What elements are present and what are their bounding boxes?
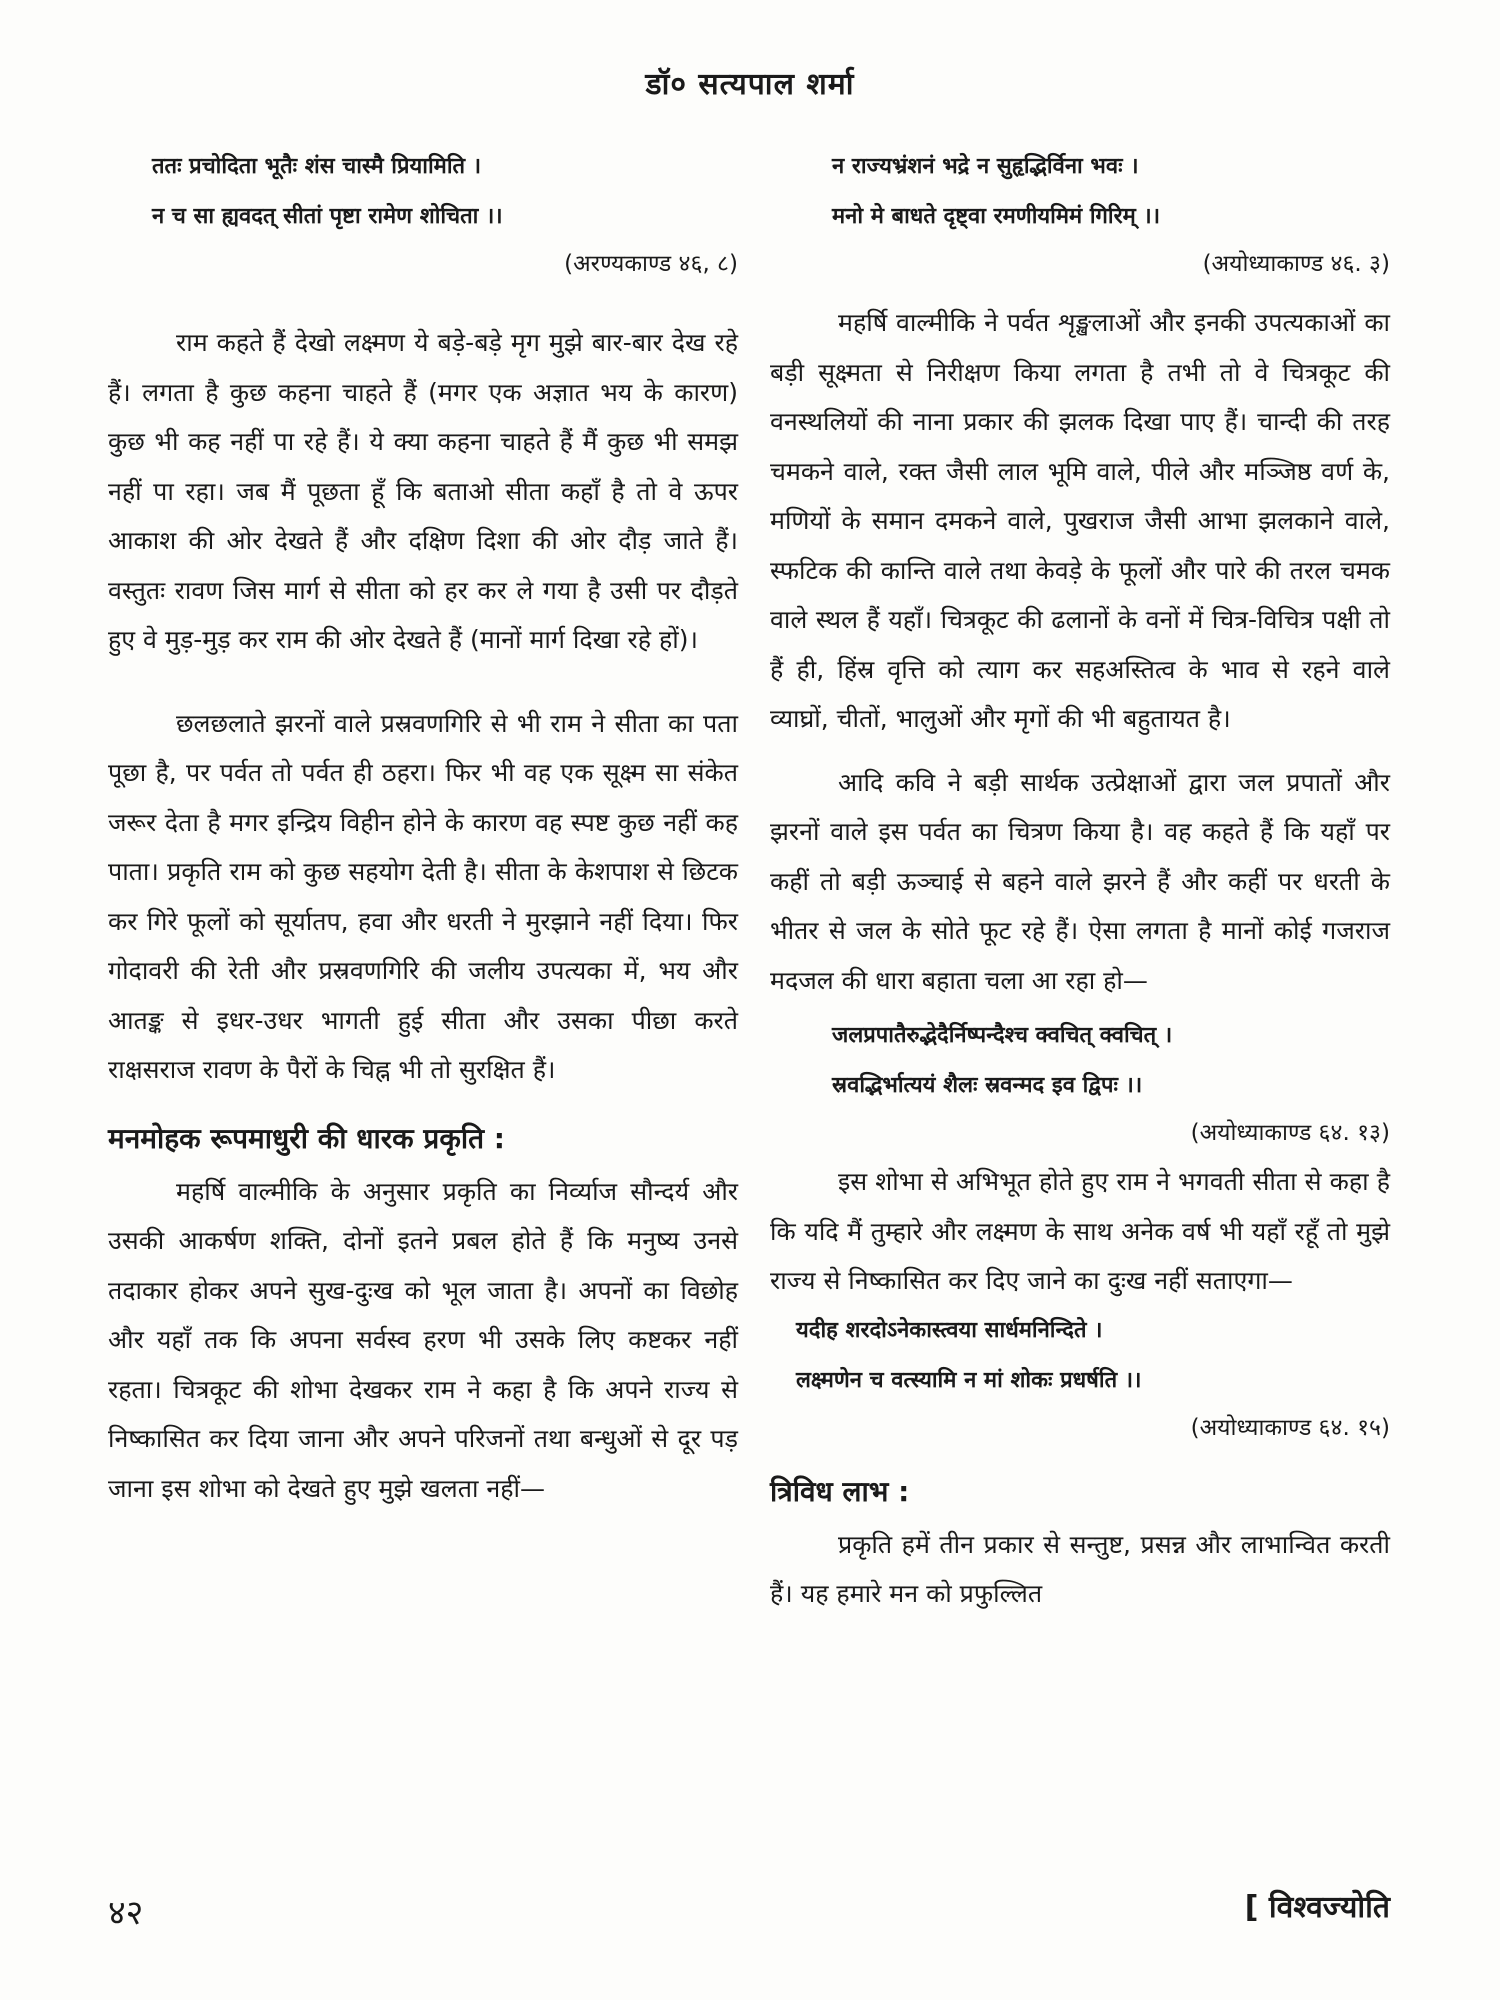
sanskrit-verse	[108, 142, 738, 242]
page-header-author: डॉ० सत्यपाल शर्मा	[645, 67, 855, 102]
page-number: ४२	[108, 1893, 144, 1933]
body-paragraph: आदि कवि ने बड़ी सार्थक उत्प्रेक्षाओं द्वारा जल प्रपातों और झरनों वाले इस पर्वत का चित्रण किया है। वह कहते हैं कि यहाँ पर कहीं तो बड़ी ऊञ्चाई से बहने वाले झरने हैं और कहीं पर धरती के भीतर से जल के सोते फूट रहे हैं। ऐसा लगता है मानों कोई गजराज मदजल की धारा बहाता चला आ रहा हो—	[770, 767, 1390, 995]
section-heading: त्रिविध लाभ :	[770, 1474, 910, 1508]
sanskrit-verse	[770, 142, 1390, 242]
verse-line: यदीह शरदोऽनेकास्त्वया सार्धमनिन्दिते ।	[796, 1317, 1103, 1343]
journal-name: [ विश्वज्योति	[1244, 1890, 1390, 1925]
sanskrit-verse	[770, 1011, 1390, 1111]
verse-line: लक्ष्मणेन च वत्स्यामि न मां शोकः प्रधर्षति ।।	[796, 1367, 1142, 1393]
verse-reference: (अयोध्याकाण्ड ६४. १५)	[1190, 1414, 1390, 1441]
verse-reference: (अयोध्याकाण्ड ४६. ३)	[1202, 251, 1390, 277]
left-column	[108, 142, 738, 1513]
verse-line: स्रवद्भिर्भात्ययं शैलः स्रवन्मद इव द्विपः ।।	[832, 1073, 1143, 1098]
section-heading: मनमोहक रूपमाधुरी की धारक प्रकृति :	[108, 1121, 506, 1155]
verse-reference: (अरण्यकाण्ड ४६, ८)	[564, 251, 738, 277]
sanskrit-verse	[770, 1306, 1390, 1406]
verse-line: मनो मे बाधते दृष्ट्वा रमणीयमिमं गिरिम् ।।	[832, 204, 1161, 229]
verse-reference: (अयोध्याकाण्ड ६४. १३)	[1190, 1120, 1390, 1146]
verse-line: ततः प्रचोदिता भूतैः शंस चास्मै प्रियामिति ।	[152, 154, 482, 179]
verse-line: न च सा ह्यवदत् सीतां पृष्टा रामेण शोचिता ।।	[152, 204, 503, 229]
body-paragraph: महर्षि वाल्मीकि के अनुसार प्रकृति का निर्व्याज सौन्दर्य और उसकी आकर्षण शक्ति, दोनों इतने प्रबल होते हैं कि मनुष्य उनसे तदाकार होकर अपने सुख-दुःख को भूल जाता है। अपनों का विछोह और यहाँ तक कि अपना सर्वस्व हरण भी उसके लिए कष्टकर नहीं रहता। चित्रकूट की शोभा देखकर राम ने कहा है कि अपने राज्य से निष्कासित कर दिया जाना और अपने परिजनों तथा बन्धुओं से दूर पड़ जाना इस शोभा को देखते हुए मुझे खलता नहीं—	[108, 1176, 738, 1503]
body-paragraph: राम कहते हैं देखो लक्ष्मण ये बड़े-बड़े मृग मुझे बार-बार देख रहे हैं। लगता है कुछ कहना चाहते हैं (मगर एक अज्ञात भय के कारण) कुछ भी कह नहीं पा रहे हैं। ये क्या कहना चाहते हैं मैं कुछ भी समझ नहीं पा रहा। जब मैं पूछता हूँ कि बताओ सीता कहाँ है तो वे ऊपर आकाश की ओर देखते हैं और दक्षिण दिशा की ओर दौड़ जाते हैं। वस्तुतः रावण जिस मार्ग से सीता को हर कर ले गया है उसी पर दौड़ते हुए वे मुड़-मुड़ कर राम की ओर देखते हैं (मानों मार्ग दिखा रहे हों)।	[108, 328, 738, 654]
verse-line: न राज्यभ्रंशनं भद्रे न सुहृद्भिर्विना भवः ।	[832, 154, 1139, 179]
right-column	[770, 142, 1390, 1619]
body-paragraph: इस शोभा से अभिभूत होते हुए राम ने भगवती सीता से कहा है कि यदि मैं तुम्हारे और लक्ष्मण के साथ अनेक वर्ष भी यहाँ रहूँ तो मुझे राज्य से निष्कासित कर दिए जाने का दुःख नहीं सताएगा—	[770, 1167, 1390, 1295]
body-paragraph: प्रकृति हमें तीन प्रकार से सन्तुष्ट, प्रसन्न और लाभान्वित करती हैं। यह हमारे मन को प्रफुल्लित	[770, 1529, 1390, 1608]
body-paragraph: छलछलाते झरनों वाले प्रस्रवणगिरि से भी राम ने सीता का पता पूछा है, पर पर्वत तो पर्वत ही ठहरा। फिर भी वह एक सूक्ष्म सा संकेत जरूर देता है मगर इन्द्रिय विहीन होने के कारण वह स्पष्ट कुछ नहीं कह पाता। प्रकृति राम को कुछ सहयोग देती है। सीता के केशपाश से छिटक कर गिरे फूलों को सूर्यातप, हवा और धरती ने मुरझाने नहीं दिया। फिर गोदावरी की रेती और प्रस्रवणगिरि की जलीय उपत्यका में, भय और आतङ्क से इधर-उधर भागती हुई सीता और उसका पीछा करते राक्षसराज रावण के पैरों के चिह्न भी तो सुरक्षित हैं।	[108, 708, 738, 1084]
verse-line: जलप्रपातैरुद्भेदैर्निष्पन्दैश्च क्वचित् क्वचित् ।	[832, 1023, 1173, 1048]
body-paragraph: महर्षि वाल्मीकि ने पर्वत शृङ्खलाओं और इनकी उपत्यकाओं का बड़ी सूक्ष्मता से निरीक्षण किया लगता है तभी तो वे चित्रकूट की वनस्थलियों की नाना प्रकार की झलक दिखा पाए हैं। चान्दी की तरह चमकने वाले, रक्त जैसी लाल भूमि वाले, पीले और मञ्जिष्ठ वर्ण के, मणियों के समान दमकने वाले, पुखराज जैसी आभा झलकाने वाले, स्फटिक की कान्ति वाले तथा केवड़े के फूलों और पारे की तरल चमक वाले स्थल हैं यहाँ। चित्रकूट की ढलानों के वनों में चित्र-विचित्र पक्षी तो हैं ही, हिंस्र वृत्ति को त्याग कर सहअस्तित्व के भाव से रहने वाले व्याघ्रों, चीतों, भालुओं और मृगों की भी बहुतायत है।	[770, 308, 1390, 733]
